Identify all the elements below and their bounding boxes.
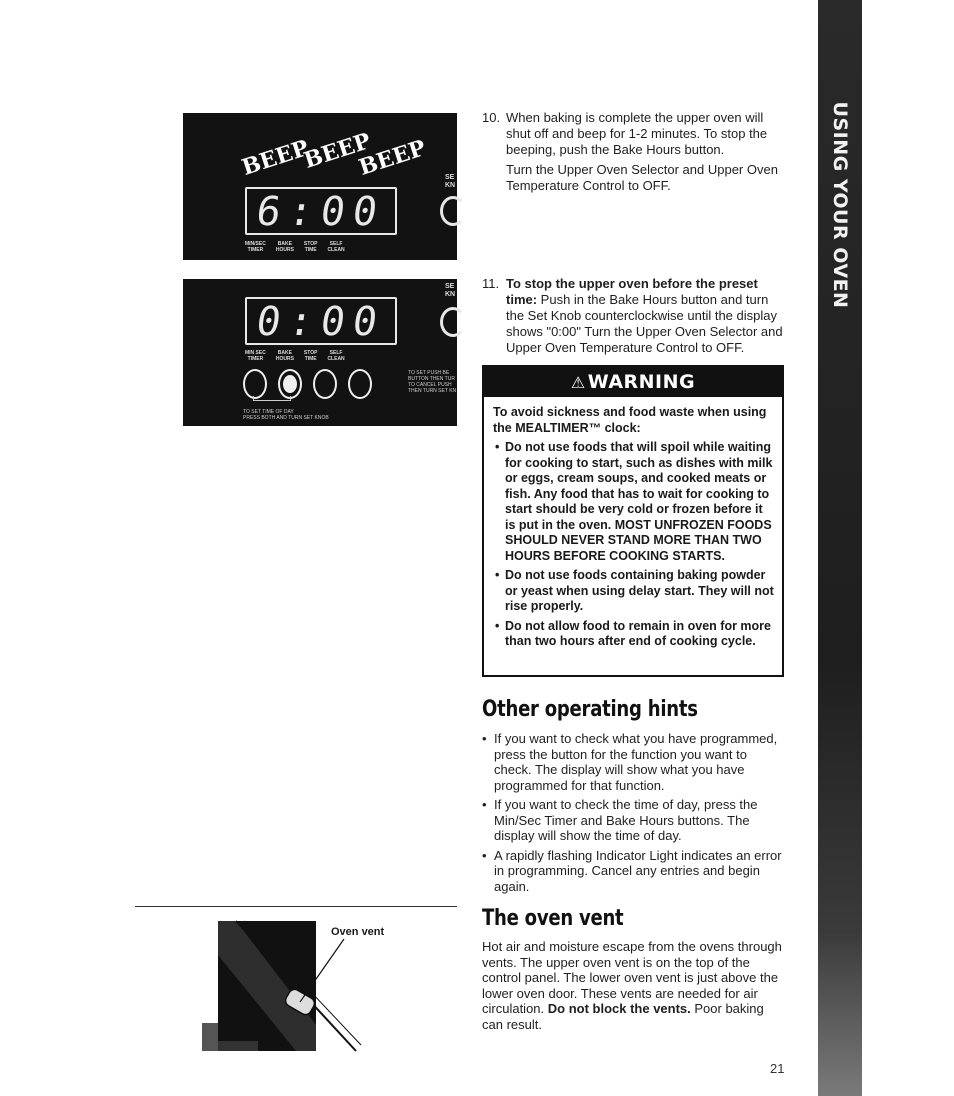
clock-display	[245, 297, 397, 345]
set-instructions-text: TO SET PUSH BE BUTTON THEN TUR TO CANCEL PUSH THEN TURN SET KN	[408, 370, 457, 394]
step-10-text-2: Turn the Upper Oven Selector and Upper Oven Temperature Control to OFF.	[506, 162, 778, 193]
button-label-bake-hours: BAKE HOURS	[275, 350, 294, 362]
button-label-stop-time: STOP TIME	[303, 350, 318, 362]
button-label-self-clean: SELF CLEAN	[327, 350, 345, 362]
vent-heading: The oven vent	[482, 906, 624, 931]
hint-item: • If you want to check what you have programmed, press the button for the function you want to check. The display will show what you have programmed for that function.	[482, 731, 788, 793]
step-11-lead: To stop the upper oven before the preset time:	[506, 276, 758, 307]
warning-header	[484, 367, 782, 397]
beep-text: BEEP	[355, 135, 430, 181]
step-10	[482, 110, 788, 194]
side-tab	[818, 0, 862, 1096]
hint-item: • A rapidly flashing Indicator Light indicates an error in programming. Cancel any entries and begin again.	[482, 848, 788, 895]
time-of-day-instructions: TO SET TIME OF DAY PRESS BOTH AND TURN SET KNOB	[243, 409, 329, 421]
set-knob-label: SE KN	[445, 283, 456, 298]
warning-triangle-icon: ⚠	[570, 372, 586, 392]
warning-item: • Do not use foods that will spoil while waiting for cooking to start, such as dishes with milk or eggs, cream soups, and cooked meats or fish. Any food that has to wait for cooking to start should be very cold or frozen before it is put in the oven. MOST UNFROZEN FOODS SHOULD NEVER STAND MORE THAN TWO HOURS BEFORE COOKING STARTS.	[493, 440, 774, 564]
warning-intro: To avoid sickness and food waste when using the MEALTIMER™ clock:	[493, 405, 767, 435]
bake-hours-button-icon	[278, 369, 302, 399]
min-sec-timer-button-icon	[243, 369, 267, 399]
page-number: 21	[770, 1061, 785, 1076]
set-knob-label: SE KN	[445, 174, 456, 189]
beep-text: BEEP	[238, 135, 313, 181]
beep-text: BEEP	[300, 128, 375, 174]
step-11-text: Push in the Bake Hours button and turn the Set Knob counterclockwise until the display shows "0:00" Turn the Upper Oven Selector and Upper Oven Temperature Control to OFF.	[506, 292, 783, 355]
oven-vent-label: Oven vent	[331, 926, 385, 938]
control-panel-reset-illustration	[183, 279, 457, 426]
button-label-min-sec-timer: MIN SEC TIMER	[245, 350, 266, 362]
side-tab-label: USING YOUR OVEN	[829, 101, 851, 309]
warning-box	[482, 365, 784, 677]
hints-list	[482, 731, 788, 898]
set-knob-icon	[440, 307, 466, 337]
button-labels	[245, 350, 345, 362]
button-label-bake-hours: BAKE HOURS	[275, 241, 294, 253]
vent-warning-bold: Do not block the vents.	[547, 1001, 691, 1016]
clock-display	[245, 187, 397, 235]
bracket-line	[253, 396, 291, 401]
warning-item: • Do not use foods containing baking powder or yeast when using delay start. They will not rise properly.	[493, 568, 774, 615]
self-clean-button-icon	[348, 369, 372, 399]
stop-time-button-icon	[313, 369, 337, 399]
step-11	[482, 276, 788, 356]
step-number: 11.	[482, 276, 500, 291]
button-labels	[245, 241, 345, 253]
button-label-stop-time: STOP TIME	[303, 241, 318, 253]
control-panel-beep-illustration	[183, 113, 457, 260]
button-label-min-sec-timer: MIN/SEC TIMER	[245, 241, 266, 253]
divider-line	[135, 906, 457, 907]
warning-item: • Do not allow food to remain in oven for more than two hours after end of cooking cycle.	[493, 619, 774, 650]
display-digits: 6:00	[253, 189, 389, 235]
display-digits: 0:00	[253, 299, 389, 345]
step-number: 10.	[482, 110, 501, 125]
hint-item: • If you want to check the time of day, press the Min/Sec Timer and Bake Hours buttons. The display will show the time of day.	[482, 797, 788, 844]
step-10-text: When baking is complete the upper oven will shut off and beep for 1-2 minutes. To stop the beeping, push the Bake Hours button.	[506, 110, 768, 157]
warning-title: WARNING	[587, 371, 696, 393]
hints-heading: Other operating hints	[482, 697, 698, 722]
button-label-self-clean: SELF CLEAN	[327, 241, 345, 253]
vent-text: Hot air and moisture escape from the ovens through vents. The upper oven vent is on the top of the control panel. The lower oven vent is just above the lower oven door. These vents are needed for air circulation. Do not block the vents. Poor baking can result.	[482, 939, 782, 1032]
set-knob-icon	[440, 196, 466, 226]
